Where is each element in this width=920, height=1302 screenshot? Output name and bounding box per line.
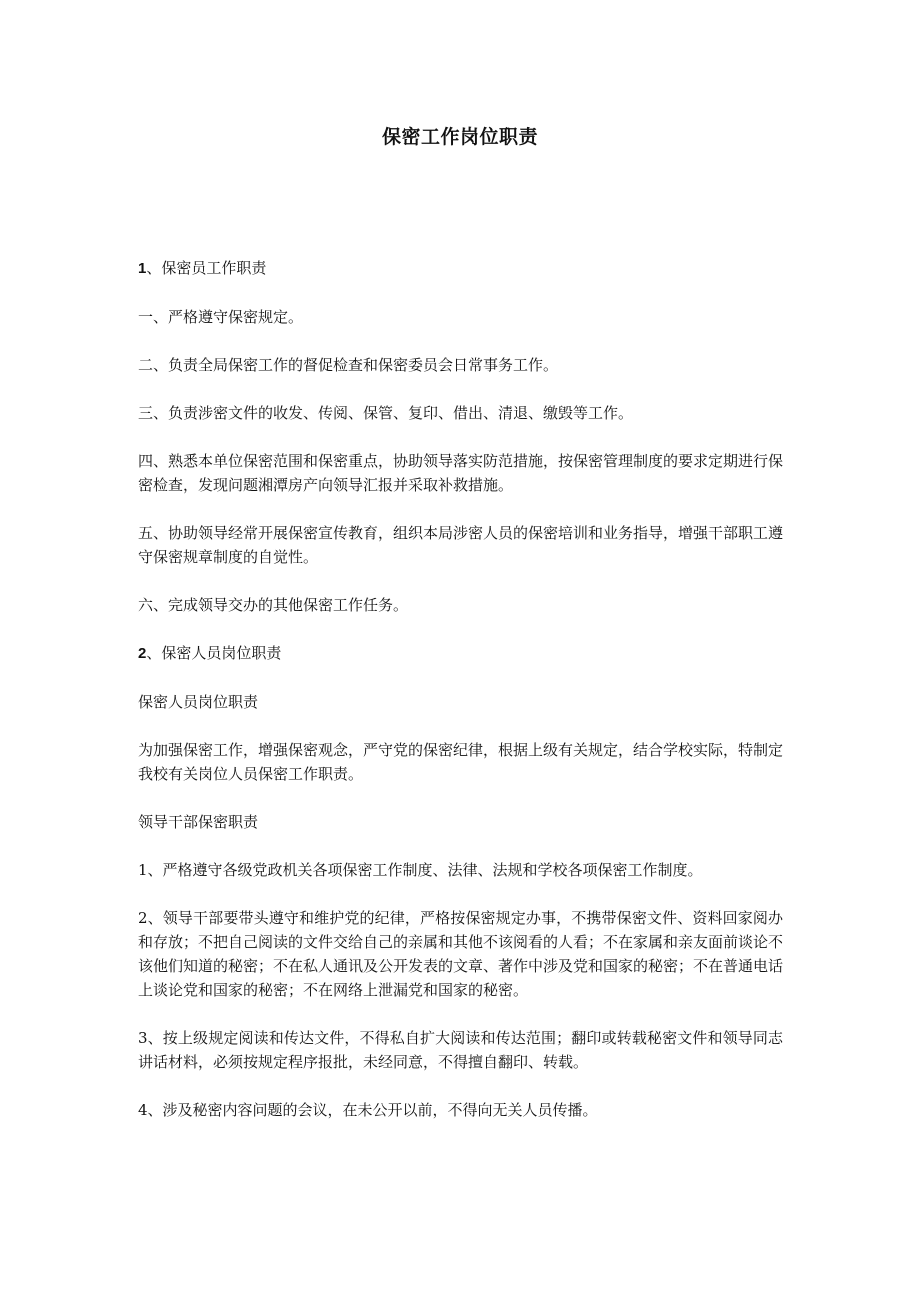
leaders-item: 4、涉及秘密内容问题的会议，在未公开以前，不得向无关人员传播。 — [138, 1101, 598, 1119]
section-2-heading — [138, 641, 783, 666]
section-1-item: 六、完成领导交办的其他保密工作任务。 — [138, 596, 409, 614]
section-2-subtitle: 保密人员岗位职责 — [138, 693, 259, 711]
section-2-intro: 为加强保密工作，增强保密观念，严守党的保密纪律，根据上级有关规定，结合学校实际，特制定我校有关岗位人员保密工作职责。 — [138, 741, 784, 783]
leaders-item: 3、按上级规定阅读和传达文件，不得私自扩大阅读和传达范围；翻印或转载秘密文件和领导同志讲话材料，必须按规定程序报批，未经同意，不得擅自翻印、转载。 — [138, 1029, 783, 1071]
leaders-item: 1、严格遵守各级党政机关各项保密工作制度、法律、法规和学校各项保密工作制度。 — [138, 861, 703, 879]
section-1-item: 四、熟悉本单位保密范围和保密重点，协助领导落实防范措施，按保密管理制度的要求定期进行保密检查，发现问题湘潭房产向领导汇报并采取补救措施。 — [138, 452, 784, 494]
section-1-number: 1 — [138, 260, 147, 277]
section-2-number: 2 — [138, 645, 147, 662]
section-2-heading-text: 、保密人员岗位职责 — [146, 644, 282, 662]
section-1-heading — [138, 256, 783, 281]
section-1-heading-text: 、保密员工作职责 — [146, 259, 267, 277]
document-title: 保密工作岗位职责 — [381, 126, 538, 148]
section-1-item: 五、协助领导经常开展保密宣传教育，组织本局涉密人员的保密培训和业务指导，增强干部职工遵守保密规章制度的自觉性。 — [138, 524, 784, 566]
leaders-item: 2、领导干部要带头遵守和维护党的纪律，严格按保密规定办事，不携带保密文件、资料回家阅办和存放；不把自己阅读的文件交给自己的亲属和其他不该阅看的人看；不在家属和亲友面前谈论不该他们知道的秘密；不在私人通讯及公开发表的文章、著作中涉及党和国家的秘密；不在普通电话上谈论党和国家的秘密；不在网络上泄漏党和国家的秘密。 — [138, 909, 784, 999]
section-1-item: 二、负责全局保密工作的督促检查和保密委员会日常事务工作。 — [138, 356, 559, 374]
document-body — [138, 256, 783, 1146]
leaders-heading: 领导干部保密职责 — [138, 813, 259, 831]
section-1-item: 一、严格遵守保密规定。 — [138, 308, 304, 326]
section-1-item: 三、负责涉密文件的收发、传阅、保管、复印、借出、清退、缴毁等工作。 — [138, 404, 634, 422]
